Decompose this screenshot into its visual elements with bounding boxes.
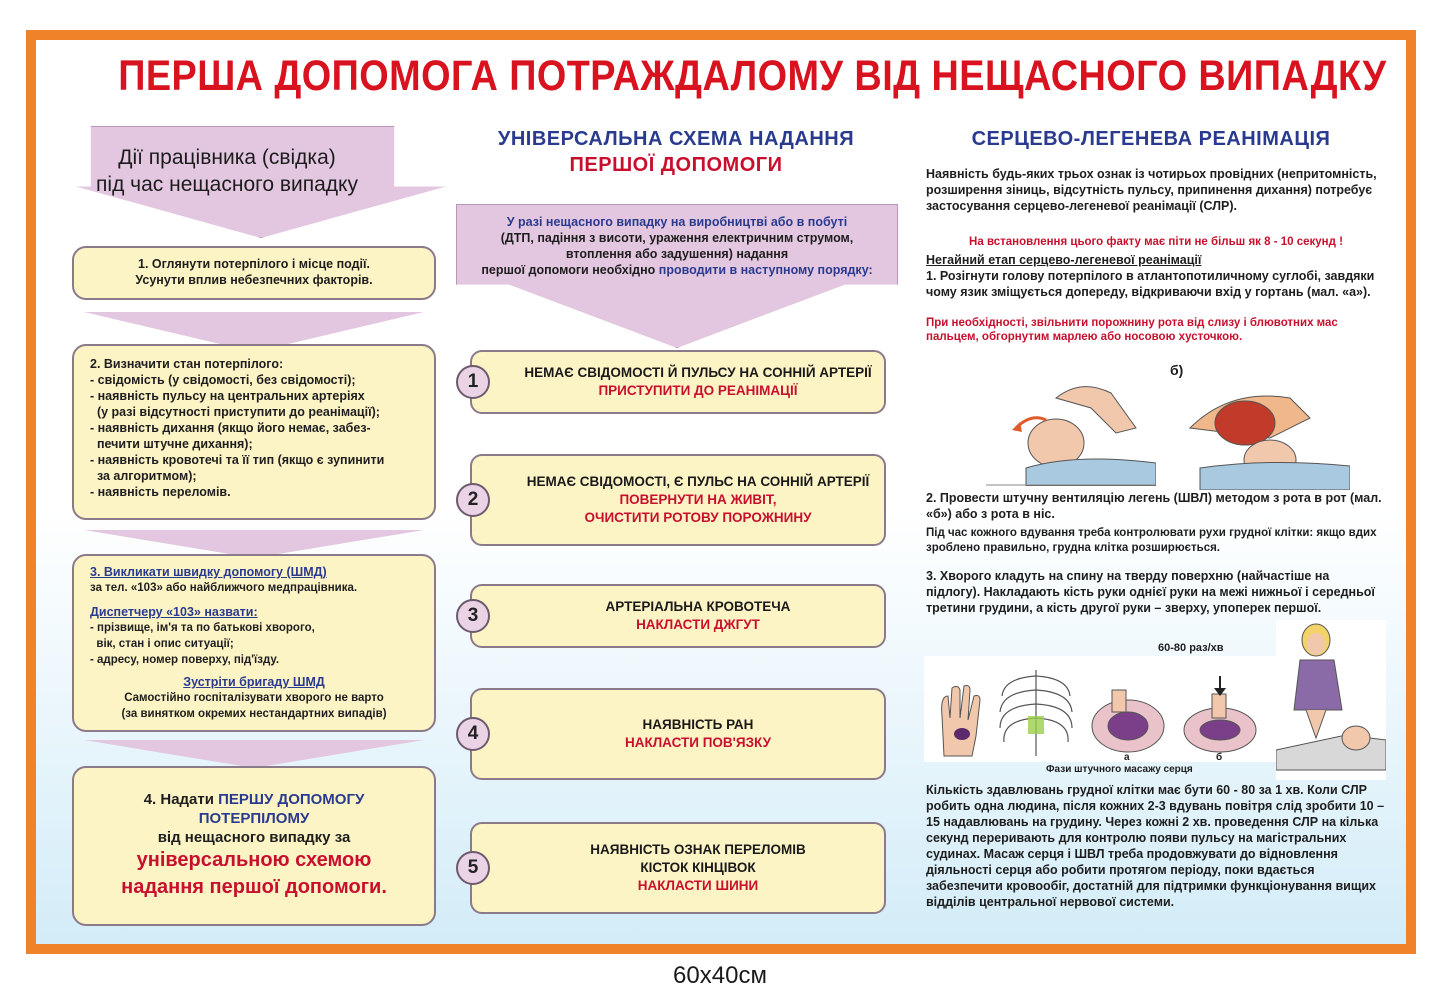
cpr-stage-text: 1. Розігнути голову потерпілого в атлантопотиличному суглобі, завдяки чому язик зміщується допереду, відкриваючи вхід у гортань (мал. «а»). <box>926 269 1375 299</box>
rate-label: 60-80 раз/хв <box>1158 642 1224 654</box>
step-box-2-line: (у разі відсутності приступити до реанімації); <box>90 405 380 419</box>
intro-line: У разі нещасного випадку на виробництві або в побуті <box>506 215 848 229</box>
heart-massage-illustration <box>924 656 1284 762</box>
scheme-heading: УНІВЕРСАЛЬНА СХЕМА НАДАННЯ <box>497 128 855 150</box>
step-title: КІСТОК КІНЦІВОК <box>640 860 756 875</box>
scheme-step-2 <box>470 454 886 546</box>
step4-highlight: ПОТЕРПІЛОМУ <box>198 810 310 827</box>
step-title: АРТЕРІАЛЬНА КРОВОТЕЧА <box>605 599 791 614</box>
dispatcher-label: Диспетчеру «103» назвати: <box>90 605 258 619</box>
step-action: НАКЛАСТИ ШИНИ <box>637 878 759 893</box>
step-box-1-line: Усунути вплив небезпечних факторів. <box>135 273 373 287</box>
step-action: НАКЛАСТИ ПОВ'ЯЗКУ <box>624 735 772 750</box>
head-tilt-illustration <box>986 358 1156 486</box>
step4-big: універсальною схемою <box>136 849 372 871</box>
step-box-3 <box>72 554 436 732</box>
meet-ambulance: Зустріти бригаду ШМД <box>183 675 325 689</box>
step-box-2-line: печити штучне дихання); <box>90 437 253 451</box>
step-title: НЕМАЄ СВІДОМОСТІ Й ПУЛЬСУ НА СОННІЙ АРТЕРІЇ <box>524 365 872 380</box>
step-box-2-line: - наявність переломів. <box>90 485 231 499</box>
cpr-summary: Кількість здавлювань грудної клітки має бути 60 - 80 за 1 хв. Коли СЛР робить одна людина, після кожних 2-3 вдувань повітря слід зробити 10 – 15 надавлювань на грудину. Через кожні 2 хв. проведення СЛР на кілька секунд переривають для контролю появи пульсу на магістральних судинах. Масаж серця і ШВЛ треба продовжувати до відновлення діяльності серця або робити протягом періоду, поки вдається забезпечити кровообіг, достатній для підтримки функціонування вищих відділів центральної нервової системи. <box>926 783 1385 909</box>
step-number: 1 <box>456 365 490 399</box>
hospital-note: Самостійно госпіталізувати хворого не варто <box>124 692 384 704</box>
dispatcher-item: вік, стан і опис ситуації; <box>90 638 234 650</box>
step-box-1 <box>72 246 436 300</box>
call-number: за тел. «103» або найближчого медпрацівника. <box>90 582 358 594</box>
step4-big: надання першої допомоги. <box>121 876 387 898</box>
massage-caption: Фази штучного масажу серця <box>1046 764 1193 775</box>
scheme-step-1 <box>470 350 886 414</box>
cpr-stage <box>926 252 1386 300</box>
step-action: НАКЛАСТИ ДЖГУТ <box>636 617 760 632</box>
hospital-note: (за винятком окремих нестандартних випадів) <box>121 708 387 720</box>
intro-line: втоплення або задушення) надання <box>565 247 789 261</box>
poster-size-label: 60x40см <box>673 962 767 989</box>
figure-b-label: б) <box>1170 362 1184 378</box>
step-number: 5 <box>456 851 490 885</box>
step-box-2-line: - свідомість (у свідомості, без свідомості); <box>90 373 356 387</box>
step-box-4 <box>72 766 436 926</box>
scheme-step-4 <box>470 688 886 780</box>
step-box-2-line: 2. Визначити стан потерпілого: <box>90 357 284 371</box>
step-action: ПРИСТУПИТИ ДО РЕАНІМАЦІЇ <box>598 383 798 398</box>
intro-line <box>462 262 892 278</box>
step-box-1-line: 1. Оглянути потерпілого і місце події. <box>138 257 370 271</box>
rescuer-illustration <box>1276 620 1386 780</box>
cpr-ventilation-note: Під час кожного вдування треба контролювати рухи грудної клітки: якщо вдих зроблено правильно, грудна клітка розширюється. <box>926 527 1377 554</box>
step4-prefix: 4. Надати <box>143 791 219 808</box>
poster-frame <box>26 30 1416 954</box>
step-box-2-line: за алгоритмом); <box>90 469 197 483</box>
cpr-stage-title: Негайний етап серцево-легеневої реанімації <box>926 253 1202 267</box>
step-action: ОЧИСТИТИ РОТОВУ ПОРОЖНИНУ <box>584 510 812 525</box>
cpr-ventilation: 2. Провести штучну вентиляцію легень (ШВЛ) методом з рота в рот (мал. «б») або з рота в ніс. <box>926 491 1382 521</box>
step-box-4-line1 <box>74 790 434 809</box>
step4-highlight: ПЕРШУ ДОПОМОГУ <box>218 791 365 808</box>
actions-header <box>96 144 358 198</box>
actions-header-line1: Дії працівника (свідка) <box>118 146 336 169</box>
down-arrow <box>84 740 424 768</box>
step-box-2 <box>72 344 436 520</box>
step-title: НЕМАЄ СВІДОМОСТІ, Є ПУЛЬС НА СОННІЙ АРТЕРІЇ <box>526 474 870 489</box>
intro-highlight: проводити в наступному порядку: <box>658 263 873 277</box>
cpr-compression: 3. Хворого кладуть на спину на тверду поверхню (найчастіше на підлогу). Накладають кість руки однієї руки на межі нижньої і середньої третини грудини, а кість другої руки – зверху, упоперек першої. <box>926 569 1375 615</box>
intro-line: (ДТП, падіння з висоти, ураження електричним струмом, <box>500 231 854 245</box>
scheme-step-3 <box>470 584 886 648</box>
scheme-intro <box>462 214 892 278</box>
cpr-warning: На встановлення цього факту має піти не більш як 8 - 10 секунд ! <box>969 236 1343 248</box>
section-b-label: б <box>1216 752 1223 763</box>
intro-prefix: першої допомоги необхідно <box>481 263 659 277</box>
scheme-heading-red: ПЕРШОЇ ДОПОМОГИ <box>569 154 783 176</box>
scheme-step-5 <box>470 822 886 914</box>
step-number: 2 <box>456 483 490 517</box>
step-number: 3 <box>456 599 490 633</box>
mouth-to-mouth-illustration <box>1170 378 1350 490</box>
step-action: ПОВЕРНУТИ НА ЖИВІТ, <box>619 492 777 507</box>
cpr-note: При необхідності, звільнити порожнину рота від слизу і блювотних мас пальцем, обгорнутим марлею або носовою хусточкою. <box>926 317 1338 343</box>
cpr-heading: СЕРЦЕВО-ЛЕГЕНЕВА РЕАНІМАЦІЯ <box>971 128 1331 150</box>
actions-header-line2: під час нещасного випадку <box>96 173 358 196</box>
dispatcher-item: - прізвище, ім'я та по батькові хворого, <box>90 622 315 634</box>
step-number: 4 <box>456 717 490 751</box>
step-box-2-line: - наявність пульсу на центральних артеріях <box>90 389 365 403</box>
step4-mid: від нещасного випадку за <box>157 829 351 846</box>
step-box-2-line: - наявність дихання (якщо його немає, забез- <box>90 421 371 435</box>
step-title: НАЯВНІСТЬ РАН <box>642 717 754 732</box>
step-title: НАЯВНІСТЬ ОЗНАК ПЕРЕЛОМІВ <box>590 842 806 857</box>
poster-title: ПЕРША ДОПОМОГА ПОТРАЖДАЛОМУ ВІД НЕЩАСНОГО ВИПАДКУ <box>118 52 1387 100</box>
cpr-paragraph: Наявність будь-яких трьох ознак із чотирьох провідних (непритомність, розширення зіниць, відсутність пульсу, припинення дихання) потребує застосування серцево-легеневої реанімації (СЛР). <box>926 167 1377 213</box>
section-a-label: а <box>1124 752 1130 763</box>
call-ambulance: 3. Викликати швидку допомогу (ШМД) <box>90 565 327 579</box>
step-box-2-line: - наявність кровотечі та її тип (якщо є зупинити <box>90 453 385 467</box>
dispatcher-item: - адресу, номер поверху, під'їзду. <box>90 654 280 666</box>
